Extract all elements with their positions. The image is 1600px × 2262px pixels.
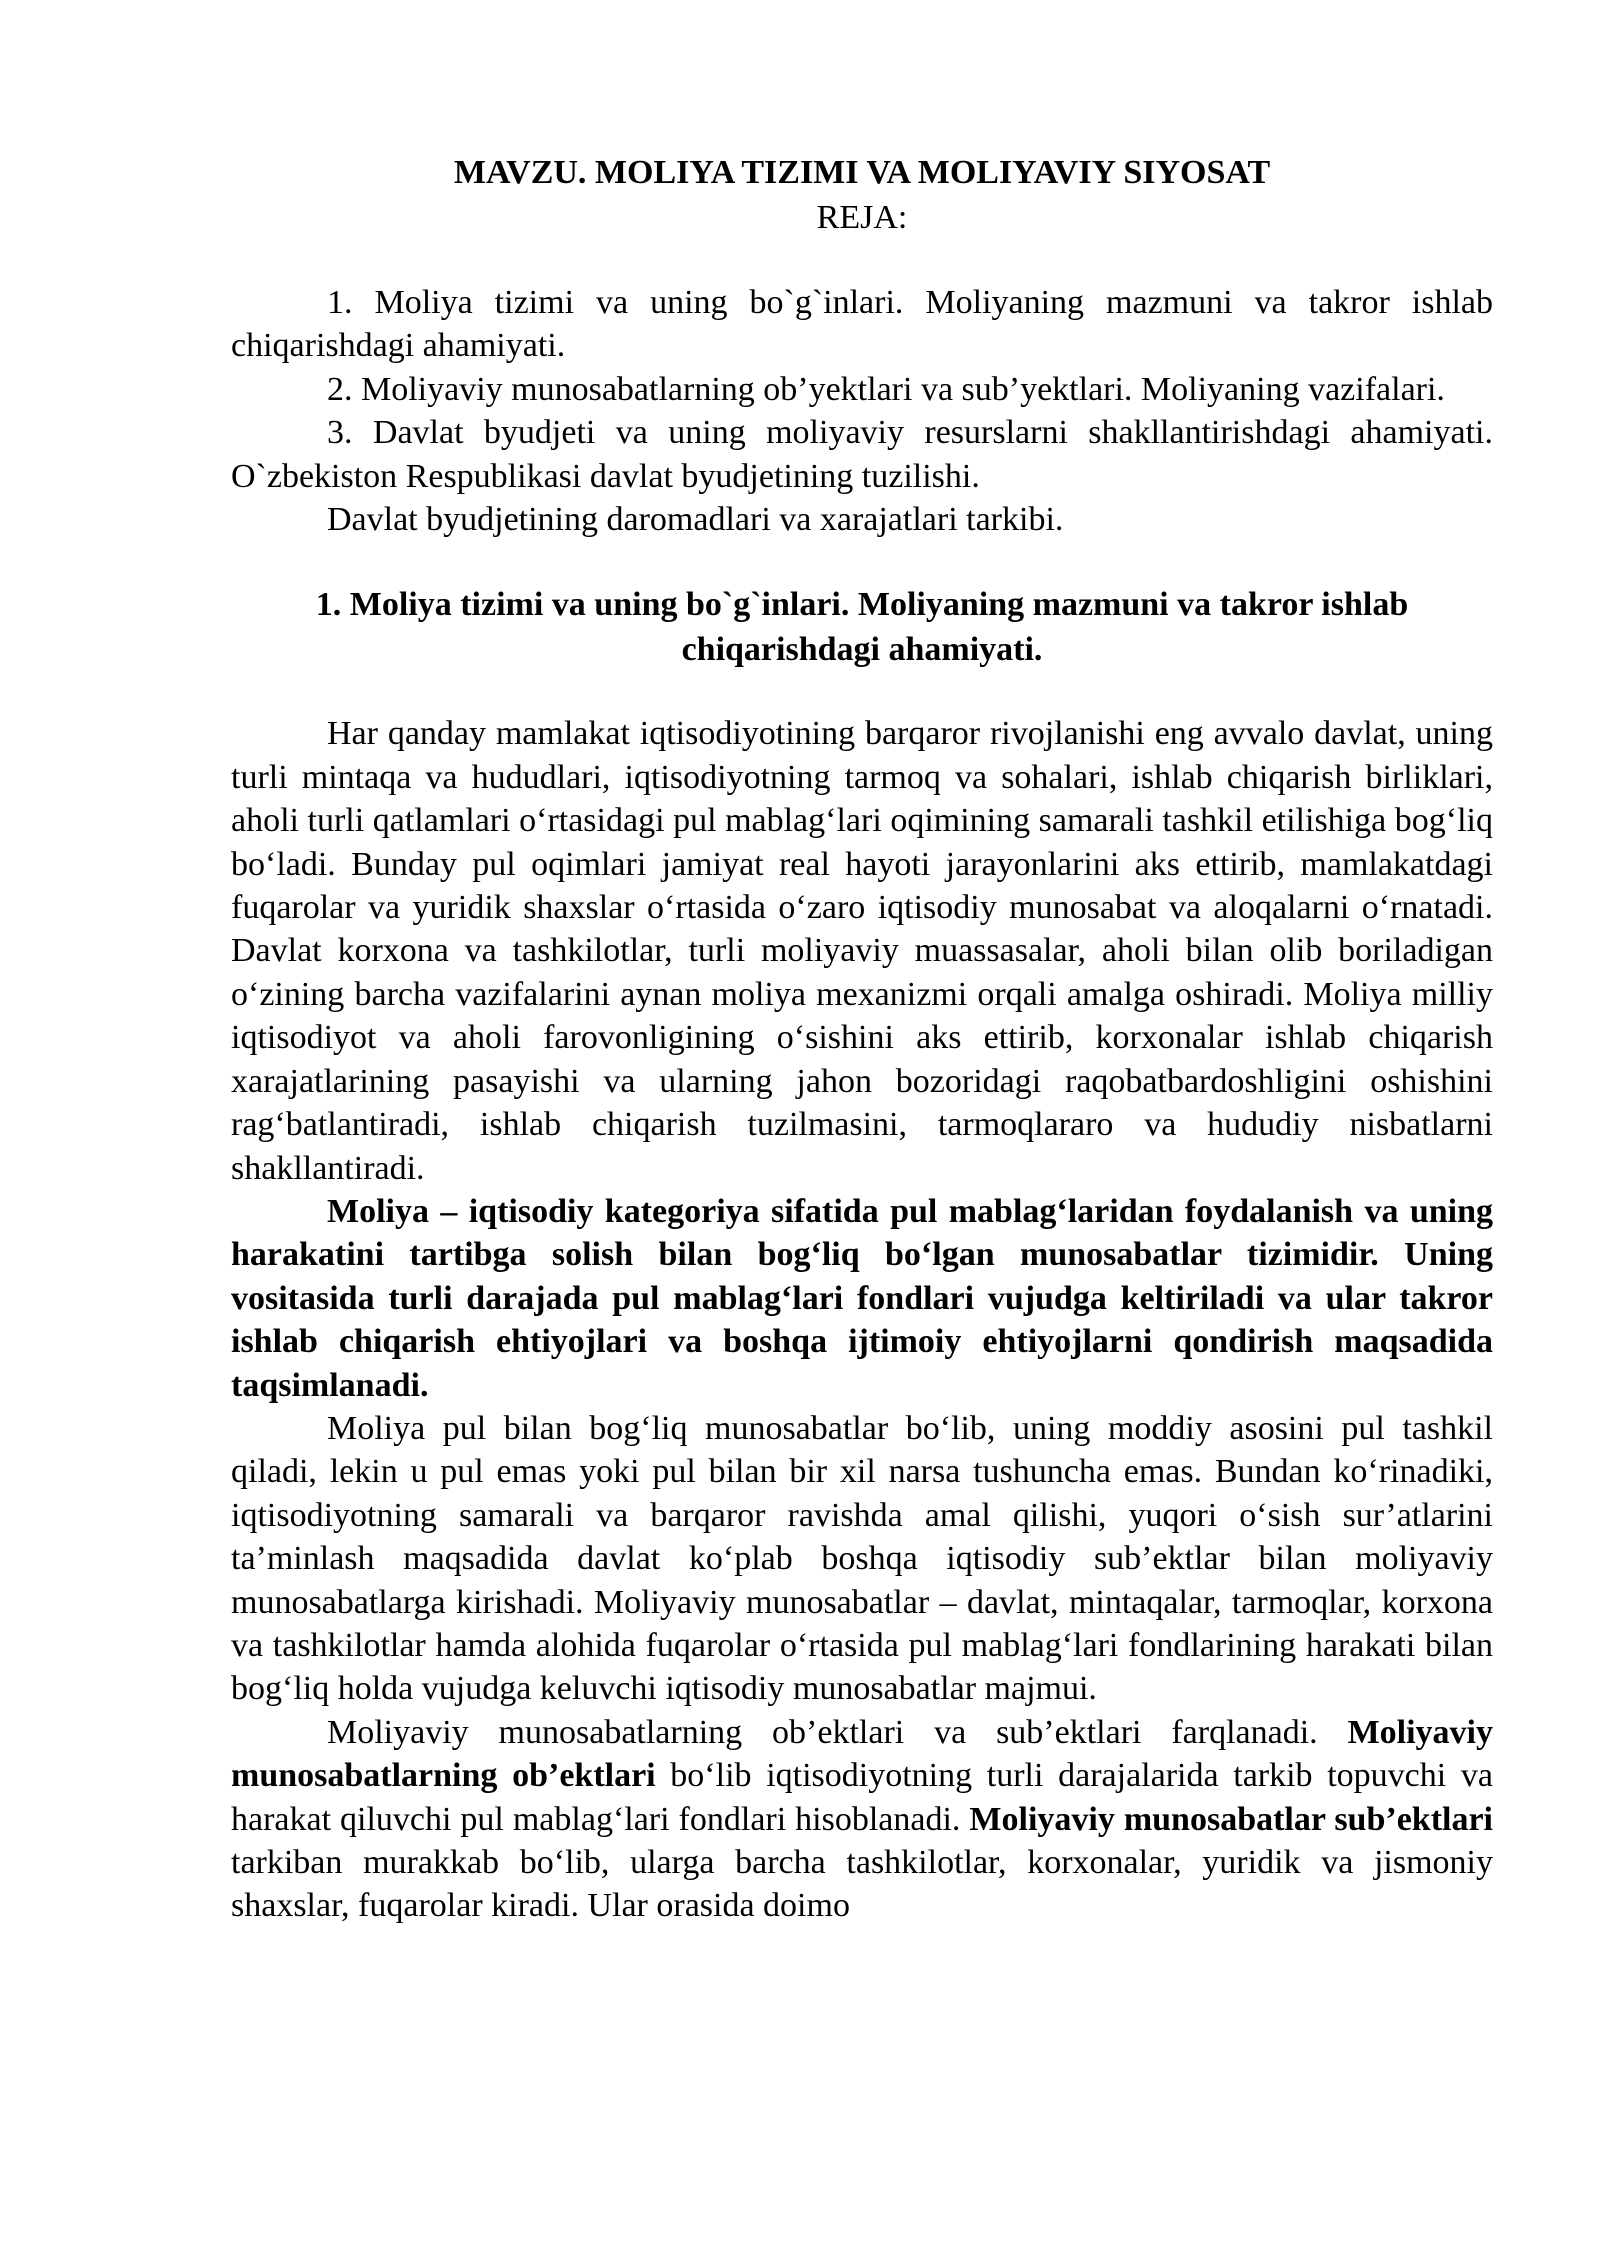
paragraph-4 — [231, 1711, 1493, 1928]
plan-label: REJA: — [816, 199, 908, 236]
document-title: MAVZU. MOLIYA TIZIMI VA MOLIYAVIY SIYOSAT — [453, 154, 1271, 191]
document-page — [231, 150, 1493, 1928]
paragraph-4-text-3: tarkiban murakkab bo‘lib, ularga barcha tashkilotlar, korxonalar, yuridik va jismoniy shaxslar, fuqarolar kiradi. Ular orasida doimo — [231, 1844, 1493, 1925]
definition-paragraph: Moliya – iqtisodiy kategoriya sifatida pul mablag‘laridan foydalanish va uning harakatini tartibga solish bilan bog‘liq bo‘lgan munosabatlar tizimidir. Uning vositasida turli darajada pul mablag‘lari fondlari vujudga keltiriladi va ular takror ishlab chiqarish ehtiyojlari va boshqa ijtimoiy ehtiyojlarni qondirish maqsadida taqsimlanadi. — [231, 1192, 1493, 1404]
paragraph-3: Moliya pul bilan bog‘liq munosabatlar bo‘lib, uning moddiy asosini pul tashkil qiladi, lekin u pul emas yoki pul bilan bir xil narsa tushuncha emas. Bundan ko‘rinadiki, iqtisodiyotning samarali va barqaror ravishda amal qilishi, yuqori o‘sish sur’atlarini ta’minlash maqsadida davlat ko‘plab boshqa iqtisodiy sub’ektlar bilan moliyaviy munosabatlarga kirishadi. Moliyaviy munosabatlar – davlat, mintaqalar, tarmoqlar, korxona va tashkilotlar hamda alohida fuqarolar o‘rtasida pul mablag‘lari fondlarining harakati bilan bog‘liq holda vujudga keluvchi iqtisodiy munosabatlar majmui. — [231, 1409, 1493, 1708]
paragraph-4-term-subjects: Moliyaviy munosabatlar sub’ektlari — [969, 1800, 1494, 1838]
section-body — [231, 712, 1493, 1927]
plan-list — [231, 281, 1493, 541]
section-heading: 1. Moliya tizimi va uning bo`g`inlari. Moliyaning mazmuni va takror ishlab chiqarishdagi ahamiyati. — [315, 586, 1409, 669]
paragraph-4-text-1: Moliyaviy munosabatlarning ob’ektlari va sub’ektlari farqlanadi. — [327, 1713, 1348, 1751]
plan-item-2: 2. Moliyaviy munosabatlarning ob’yektlari va sub’yektlari. Moliyaning vazifalari. — [327, 370, 1445, 408]
plan-item-1: 1. Moliya tizimi va uning bo`g`inlari. Moliyaning mazmuni va takror ishlab chiqarishdagi ahamiyati. — [231, 284, 1493, 365]
plan-item-3-continuation: Davlat byudjetining daromadlari va xarajatlari tarkibi. — [327, 501, 1064, 539]
paragraph-1: Har qanday mamlakat iqtisodiyotining barqaror rivojlanishi eng avvalo davlat, uning turli mintaqa va hududlari, iqtisodiyotning tarmoq va sohalari, ishlab chiqarish birliklari, aholi turli qatlamlari o‘rtasidagi pul mablag‘lari oqimining samarali tashkil etilishiga bog‘liq bo‘ladi. Bunday pul oqimlari jamiyat real hayoti jarayonlarini aks ettirib, mamlakatdagi fuqarolar va yuridik shaxslar o‘rtasida o‘zaro iqtisodiy munosabat va aloqalarni o‘rnatadi. Davlat korxona va tashkilotlar, turli moliyaviy muassasalar, aholi bilan olib boriladigan o‘zining barcha vazifalarini aynan moliya mexanizmi orqali amalga oshiradi. Moliya milliy iqtisodiyot va aholi farovonligining o‘sishini aks ettirib, korxonalar ishlab chiqarish xarajatlarining pasayishi va ularning jahon bozoridagi raqobatbardoshligini oshishini rag‘batlantiradi, ishlab chiqarish tuzilmasini, tarmoqlararo va hududiy nisbatlarni shakllantiradi. — [231, 715, 1493, 1187]
paragraph-4-text-2: bo‘lib iqtisodiyotning turli darajalarida tarkib topuvchi va harakat qiluvchi pul mablag‘lari fondlari hisoblanadi. — [231, 1757, 1493, 1838]
paragraph-4-term-objects: Moliyaviy munosabatlarning ob’ektlari — [231, 1713, 1493, 1795]
plan-item-3: 3. Davlat byudjeti va uning moliyaviy resurslarni shakllantirishdagi ahamiyati. O`zbekiston Respublikasi davlat byudjetining tuzilishi. — [231, 414, 1493, 495]
